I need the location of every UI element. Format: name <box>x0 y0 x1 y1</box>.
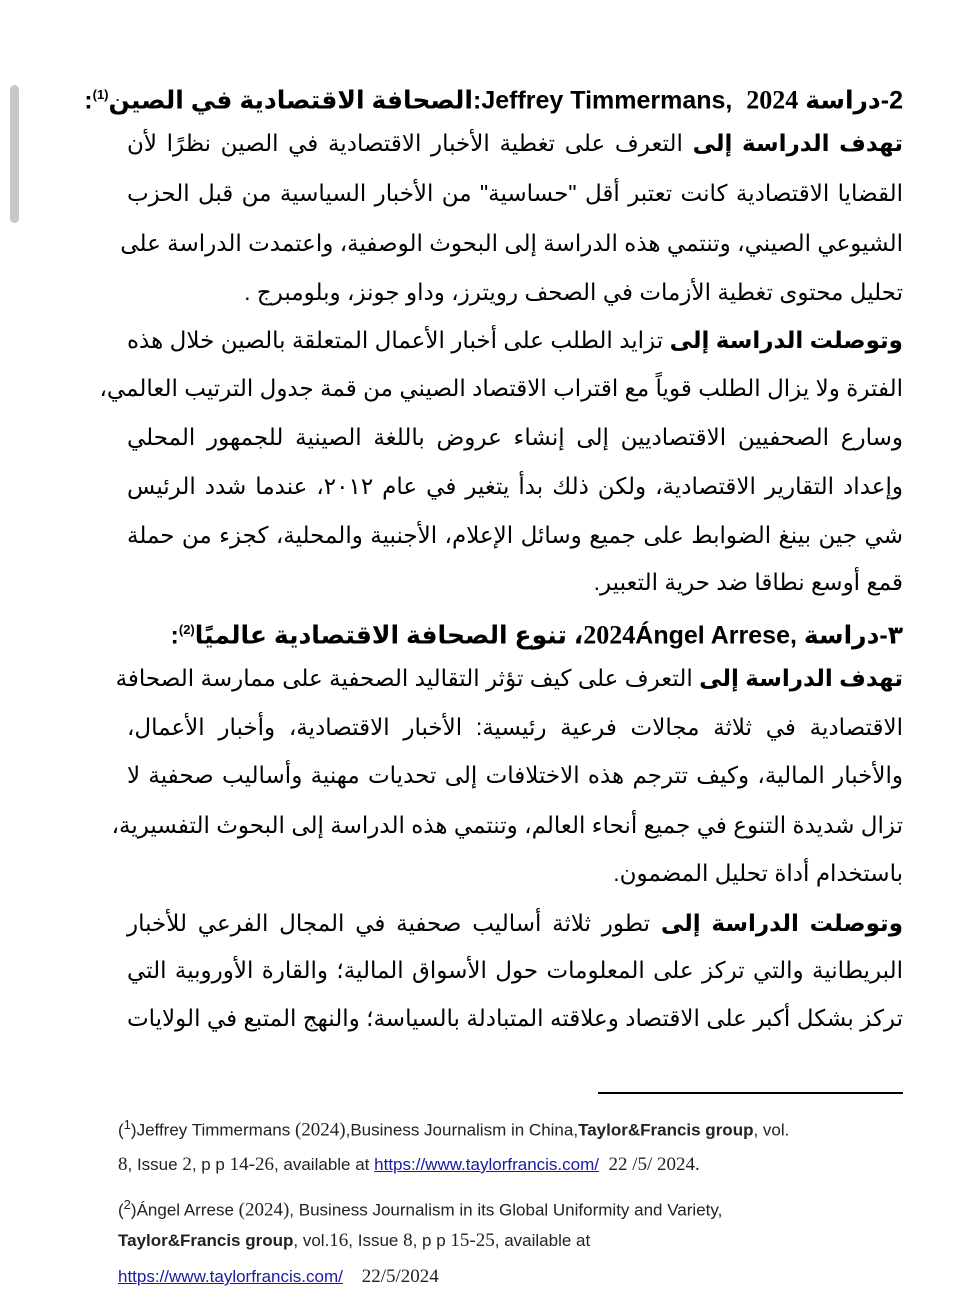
text-line <box>127 1003 903 1033</box>
line-text: تحليل محتوى تغطية الأزمات في الصحف رويترز، وداو جونز، وبلومبرج . <box>244 279 903 305</box>
text-line <box>127 712 903 742</box>
line-text: والأخبار المالية، وكيف تترجم هذه الاختلافات إلى تحديات مهنية وأساليب صحفية لا <box>127 762 903 788</box>
footnote-mark: 2 <box>123 1197 131 1212</box>
line-text: تطور ثلاثة أساليب صحفية في المجال الفرعي للأخبار <box>127 910 661 936</box>
text-line <box>127 567 903 597</box>
line-text: باستخدام أداة تحليل المضمون. <box>613 860 903 886</box>
footnote-1-line-1: ($^1$)Jeffrey Timmermans (2024),Business Journalism in China,Taylor&Francis group, vol. <box>118 1117 790 1141</box>
line-text: التعرف على كيف تؤثر التقاليد الصحفية على ممارسة الصحافة <box>115 665 700 691</box>
text-line <box>127 277 903 307</box>
text-line <box>127 520 903 550</box>
fn-vol: 16 <box>329 1230 349 1251</box>
fn-vol-label: , vol. <box>753 1120 790 1140</box>
study2-heading <box>84 80 903 115</box>
fn-year: (2024) <box>294 1119 346 1141</box>
text-line <box>127 325 903 355</box>
line-text: الفترة ولا يزال الطلب قوياً مع اقتراب الاقتصاد الصيني من قمة جدول الترتيب العالمي، <box>99 375 903 401</box>
line-text: تزايد الطلب على أخبار الأعمال المتعلقة بالصين خلال هذه <box>127 327 670 353</box>
fn-date: 22 /5/ 2024. <box>608 1154 700 1175</box>
bold-lead-in: وتوصلت الدراسة إلى <box>669 327 903 353</box>
line-text: الاقتصادية في ثلاثة مجالات فرعية رئيسية: الأخبار الاقتصادية، وأخبار الأعمال، <box>127 714 903 740</box>
line-text: التعرف على تغطية الأخبار الاقتصادية في الصين نظرًا لأن <box>127 130 693 156</box>
fn-available: , available at <box>494 1231 591 1250</box>
heading-prefix: 2-دراسة <box>798 86 903 115</box>
fn-publisher: Taylor&Francis group <box>578 1120 754 1140</box>
text-line <box>127 760 903 790</box>
bold-lead-in: وتوصلت الدراسة إلى <box>660 910 903 936</box>
fn-author: Jeffrey Timmermans <box>136 1120 295 1140</box>
line-text: القضايا الاقتصادية كانت تعتبر أقل "حساسية" من الأخبار السياسية من قبل الحزب <box>127 180 903 206</box>
fn-issue-label: , Issue <box>127 1155 183 1174</box>
footnote-separator <box>598 1092 903 1094</box>
line-text: البريطانية والتي تركز على المعلومات حول الأسواق المالية؛ والقارة الأوروبية التي <box>127 957 903 983</box>
fn-issue-label: , Issue <box>348 1231 404 1250</box>
text-line <box>127 955 903 985</box>
fn-date: 22/5/2024 <box>361 1266 439 1287</box>
line-text: وإعداد التقارير الاقتصادية، ولكن ذلك بدأ يتغير في عام ٢٠١٢، عندما شدد الرئيس <box>127 473 903 499</box>
fn-year: (2024) <box>238 1199 290 1221</box>
fn-url-link[interactable]: https://www.taylorfrancis.com/ <box>374 1155 599 1174</box>
study3-heading <box>127 615 903 650</box>
fn-issue: 8 <box>403 1230 413 1251</box>
footnote-2-line-1: ($^2$)Ángel Arrese (2024), Business Journalism in its Global Uniformity and Variety, <box>118 1197 723 1221</box>
text-line <box>127 422 903 452</box>
fn-vol: 8 <box>118 1154 128 1175</box>
bold-lead-in: تهدف الدراسة إلى <box>692 130 903 156</box>
text-line <box>127 128 903 158</box>
footnote-mark: 1 <box>123 1117 131 1132</box>
line-text: وسارع الصحفيين الاقتصاديين إلى إنشاء عروض باللغة الصينية للجمهور المحلي <box>127 424 903 450</box>
text-line <box>127 471 903 501</box>
fn-title: ,Business Journalism in China, <box>345 1120 579 1140</box>
fn-pages: 15-25 <box>450 1230 495 1251</box>
heading-colon: : <box>84 86 93 115</box>
text-line <box>127 908 903 938</box>
heading-title: ، تنوع الصحافة الاقتصادية عالميًا <box>194 621 584 650</box>
heading-year: 2024 <box>746 85 799 115</box>
fn-publisher: Taylor&Francis group <box>118 1231 294 1250</box>
fn-issue: 2 <box>182 1154 192 1175</box>
line-text: شي جين بينغ الضوابط على جميع وسائل الإعلام، الأجنبية والمحلية، كجزء من حملة <box>127 522 903 548</box>
heading-author: Ángel Arrese, <box>635 621 797 650</box>
fn-available: , available at <box>273 1155 375 1174</box>
text-line <box>99 373 903 403</box>
line-text: الشيوعي الصيني، وتنتمي هذه الدراسة إلى البحوث الوصفية، واعتمدت الدراسة على <box>120 230 903 256</box>
text-line <box>127 178 903 208</box>
heading-title: :الصحافة الاقتصادية في الصين <box>108 86 482 115</box>
footnote-2-line-2 <box>118 1230 590 1252</box>
line-text: تركز بشكل أكبر على الاقتصاد وعلاقته المتبادلة بالسياسة؛ والنهج المتبع في الولايات <box>127 1005 903 1031</box>
text-line <box>115 663 903 693</box>
heading-author: Jeffrey Timmermans, <box>481 86 740 115</box>
footnote-2-line-3 <box>118 1266 439 1288</box>
line-text: تزال شديدة التنوع في جميع أنحاء العالم، وتنتمي هذه الدراسة إلى البحوث التفسيرية، <box>111 812 903 838</box>
bold-lead-in: تهدف الدراسة إلى <box>699 665 903 691</box>
text-line <box>127 858 903 888</box>
scrollbar[interactable] <box>10 85 19 223</box>
fn-title: , Business Journalism in its Global Uniformity and Variety, <box>289 1200 723 1220</box>
text-line <box>111 810 903 840</box>
fn-url-link[interactable]: https://www.taylorfrancis.com/ <box>118 1267 343 1286</box>
heading-prefix: ٣-دراسة <box>796 621 903 650</box>
fn-author: Ángel Arrese <box>136 1200 239 1220</box>
line-text: قمع أوسع نطاقا ضد حرية التعبير. <box>593 569 903 595</box>
footnote-ref[interactable]: (1) <box>92 87 109 102</box>
footnote-ref[interactable]: (2) <box>178 622 195 637</box>
heading-year: 2024 <box>583 620 636 650</box>
fn-pages: 14-26 <box>229 1154 274 1175</box>
text-line <box>120 228 903 258</box>
footnote-1-line-2 <box>118 1154 700 1176</box>
fn-pages-label: , p p <box>412 1231 451 1250</box>
heading-colon: : <box>170 621 179 650</box>
fn-vol-label: , vol. <box>293 1231 330 1250</box>
fn-pages-label: , p p <box>191 1155 230 1174</box>
